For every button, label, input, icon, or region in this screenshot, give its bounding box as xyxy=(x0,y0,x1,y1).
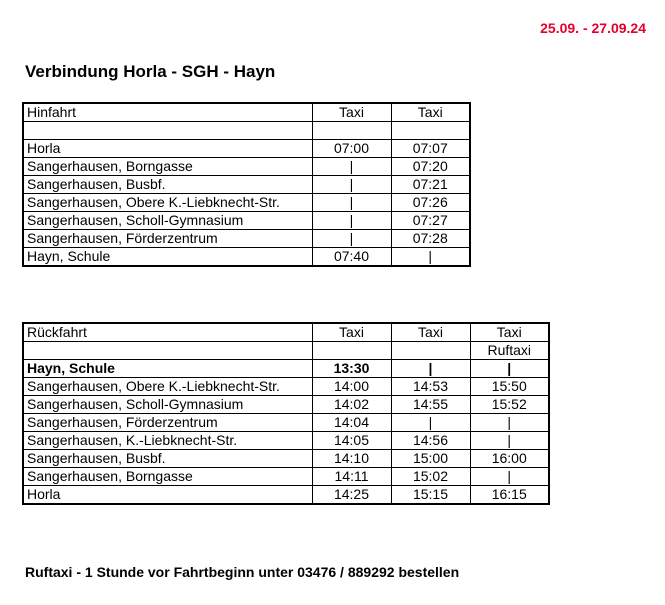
column-header: Taxi xyxy=(391,103,470,122)
departure-time: 15:00 xyxy=(391,450,470,468)
date-range: 25.09. - 27.09.24 xyxy=(540,20,646,36)
stop-name: Hayn, Schule xyxy=(23,248,312,267)
table-row xyxy=(23,360,549,378)
table-row xyxy=(23,158,470,176)
stop-name: Sangerhausen, Obere K.-Liebknecht-Str. xyxy=(23,378,312,396)
table-row xyxy=(23,450,549,468)
table-row xyxy=(23,396,549,414)
departure-time: 13:30 xyxy=(312,360,391,378)
column-header: Taxi xyxy=(470,323,549,342)
table-row xyxy=(23,248,470,267)
outbound-timetable xyxy=(22,102,471,267)
departure-time: 14:05 xyxy=(312,432,391,450)
subheader-cell xyxy=(23,122,312,140)
departure-time: 07:27 xyxy=(391,212,470,230)
departure-time: 14:00 xyxy=(312,378,391,396)
departure-time: | xyxy=(391,414,470,432)
table-row xyxy=(23,212,470,230)
table-row xyxy=(23,140,470,158)
departure-time: 15:50 xyxy=(470,378,549,396)
stop-name: Sangerhausen, Förderzentrum xyxy=(23,414,312,432)
stop-name: Sangerhausen, Scholl-Gymnasium xyxy=(23,396,312,414)
departure-time: 14:10 xyxy=(312,450,391,468)
departure-time: 07:28 xyxy=(391,230,470,248)
departure-time: | xyxy=(470,360,549,378)
stop-name: Sangerhausen, K.-Liebknecht-Str. xyxy=(23,432,312,450)
ruftaxi-booking-note: Ruftaxi - 1 Stunde vor Fahrtbeginn unter 03476 / 889292 bestellen xyxy=(25,564,460,580)
stop-name: Sangerhausen, Förderzentrum xyxy=(23,230,312,248)
departure-time: 07:40 xyxy=(312,248,391,267)
table-header-row xyxy=(23,323,549,342)
column-header: Taxi xyxy=(312,103,391,122)
subheader-cell xyxy=(23,342,312,360)
subheader-cell xyxy=(391,342,470,360)
departure-time: | xyxy=(312,230,391,248)
column-header: Taxi xyxy=(312,323,391,342)
page-title: Verbindung Horla - SGH - Hayn xyxy=(25,62,276,81)
departure-time: | xyxy=(470,468,549,486)
table-row xyxy=(23,414,549,432)
departure-time: 16:00 xyxy=(470,450,549,468)
direction-label: Rückfahrt xyxy=(23,323,312,342)
stop-name: Sangerhausen, Scholl-Gymnasium xyxy=(23,212,312,230)
departure-time: 15:02 xyxy=(391,468,470,486)
table-row xyxy=(23,230,470,248)
departure-time: 14:02 xyxy=(312,396,391,414)
departure-time: 16:15 xyxy=(470,486,549,505)
departure-time: 15:52 xyxy=(470,396,549,414)
stop-name: Horla xyxy=(23,140,312,158)
subheader-cell xyxy=(391,122,470,140)
subheader-cell xyxy=(312,342,391,360)
stop-name: Sangerhausen, Busbf. xyxy=(23,450,312,468)
departure-time: | xyxy=(470,432,549,450)
departure-time: 15:15 xyxy=(391,486,470,505)
departure-time: | xyxy=(391,248,470,267)
departure-time: | xyxy=(312,158,391,176)
column-header: Taxi xyxy=(391,323,470,342)
table-header-row xyxy=(23,103,470,122)
stop-name: Horla xyxy=(23,486,312,505)
table-row xyxy=(23,194,470,212)
departure-time: | xyxy=(312,212,391,230)
table-row xyxy=(23,176,470,194)
subheader-cell xyxy=(312,122,391,140)
departure-time: 07:26 xyxy=(391,194,470,212)
departure-time: 07:07 xyxy=(391,140,470,158)
table-row xyxy=(23,486,549,505)
departure-time: | xyxy=(391,360,470,378)
departure-time: | xyxy=(312,176,391,194)
departure-time: 14:04 xyxy=(312,414,391,432)
departure-time: 14:11 xyxy=(312,468,391,486)
stop-name: Sangerhausen, Borngasse xyxy=(23,468,312,486)
table-row xyxy=(23,468,549,486)
departure-time: 14:25 xyxy=(312,486,391,505)
return-timetable xyxy=(22,322,550,505)
ruftaxi-label: Ruftaxi xyxy=(470,342,549,360)
departure-time: 07:21 xyxy=(391,176,470,194)
departure-time: 14:56 xyxy=(391,432,470,450)
stop-name: Sangerhausen, Busbf. xyxy=(23,176,312,194)
table-subheader-row xyxy=(23,342,549,360)
departure-time: 14:55 xyxy=(391,396,470,414)
departure-time: 07:20 xyxy=(391,158,470,176)
departure-time: 14:53 xyxy=(391,378,470,396)
stop-name: Sangerhausen, Obere K.-Liebknecht-Str. xyxy=(23,194,312,212)
table-row xyxy=(23,432,549,450)
table-row xyxy=(23,378,549,396)
direction-label: Hinfahrt xyxy=(23,103,312,122)
stop-name: Sangerhausen, Borngasse xyxy=(23,158,312,176)
table-subheader-row xyxy=(23,122,470,140)
departure-time: 07:00 xyxy=(312,140,391,158)
departure-time: | xyxy=(470,414,549,432)
stop-name: Hayn, Schule xyxy=(23,360,312,378)
departure-time: | xyxy=(312,194,391,212)
